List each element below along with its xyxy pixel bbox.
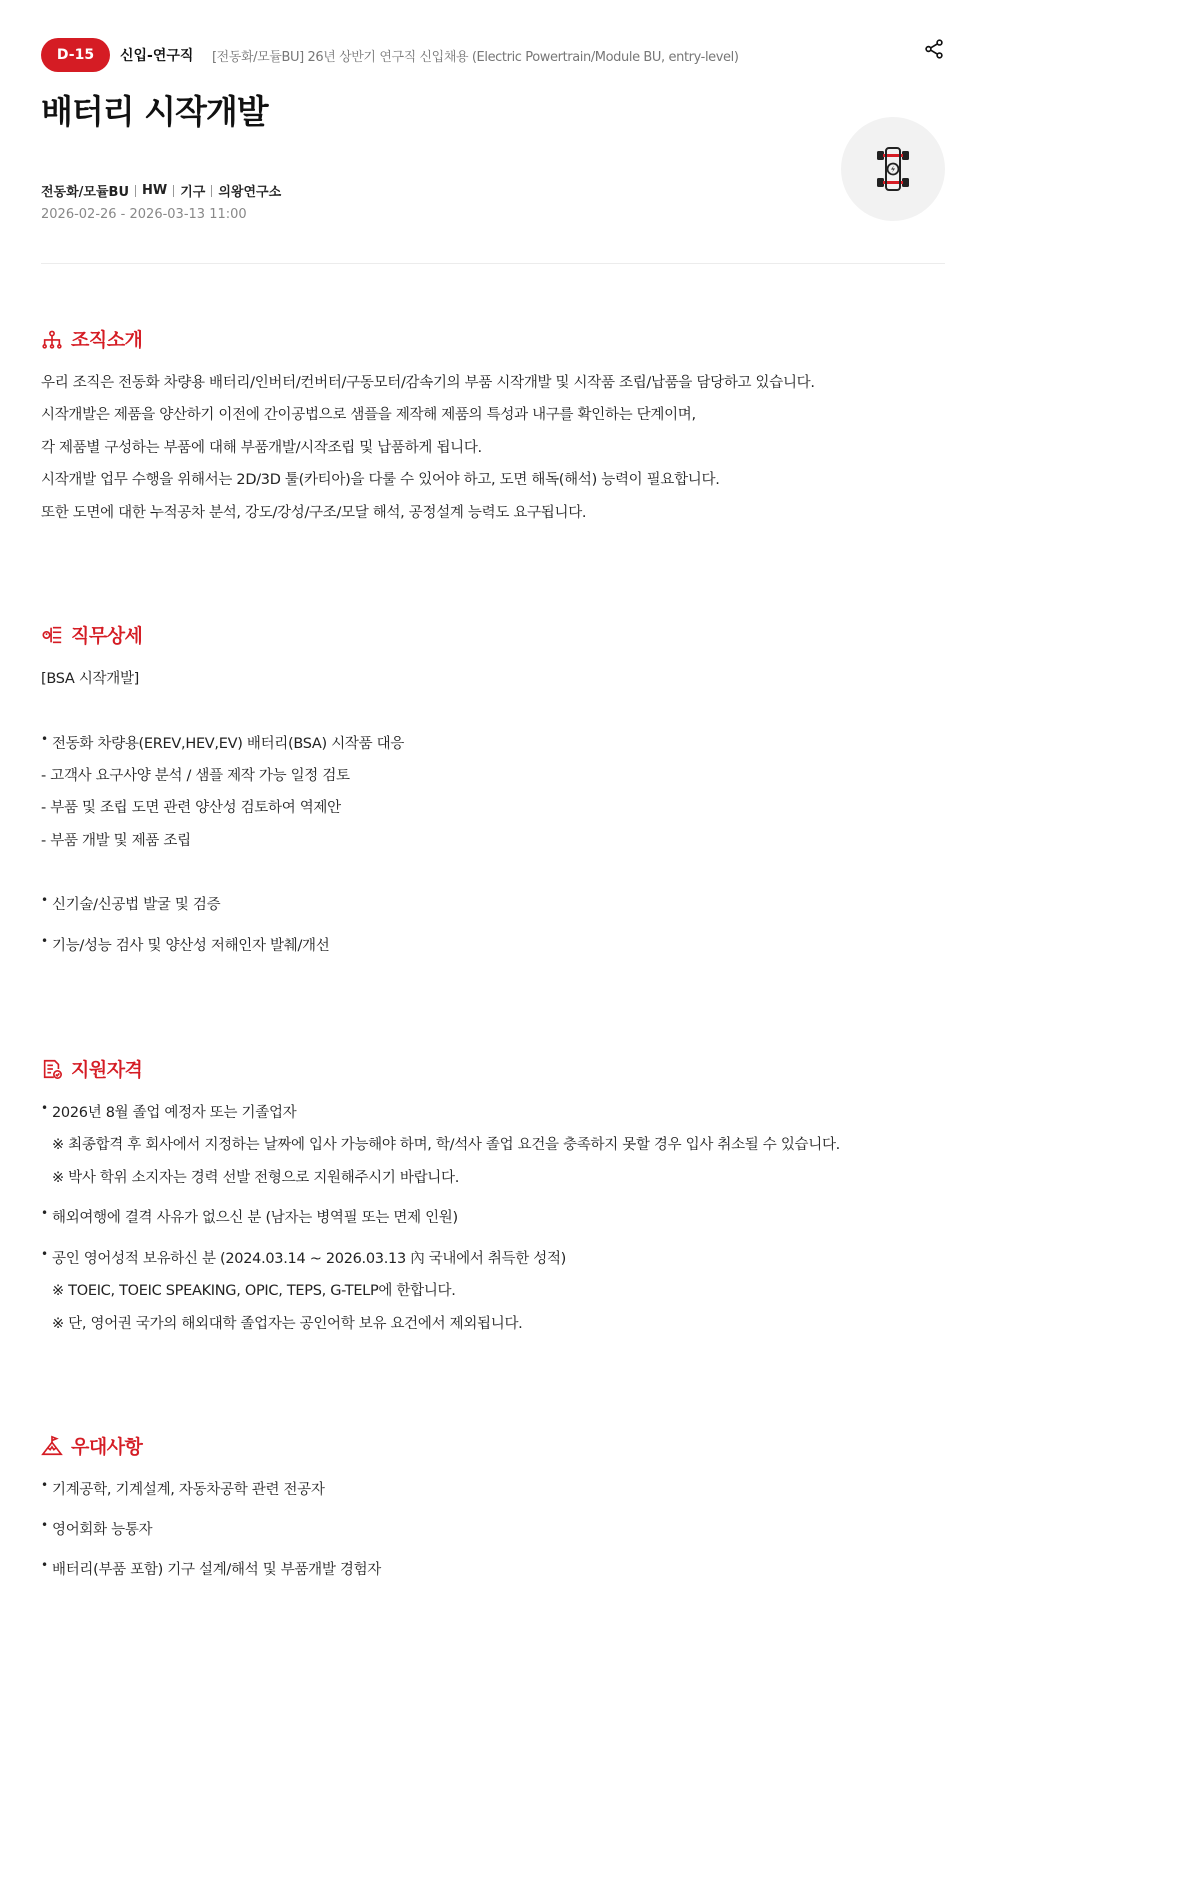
meta-subfield: 기구: [180, 185, 206, 200]
org-chart-icon: [41, 328, 63, 350]
section-title-text: 우대사항: [71, 1436, 143, 1458]
section-title-text: 조직소개: [71, 329, 143, 351]
document-check-icon: [41, 1058, 63, 1080]
header-divider: [41, 263, 945, 264]
qual-note: ※ 단, 영어권 국가의 해외대학 졸업자는 공인어학 보유 요건에서 제외됩니다.: [52, 1316, 523, 1332]
duty-subitem: - 부품 개발 및 제품 조립: [41, 833, 191, 849]
dday-badge: D-15: [41, 38, 110, 72]
section-org-title: [41, 325, 142, 352]
mountain-flag-icon: [41, 1435, 63, 1457]
job-meta: [41, 181, 281, 200]
meta-division: 전동화/모듈BU: [41, 185, 130, 200]
duty-subitem: - 고객사 요구사양 분석 / 샘플 제작 가능 일정 검토: [41, 768, 350, 784]
job-badge: [841, 117, 945, 221]
org-line: 각 제품별 구성하는 부품에 대해 부품개발/시작조립 및 납품하게 됩니다.: [41, 440, 482, 456]
application-period: 2026-02-26 - 2026-03-13 11:00: [41, 207, 247, 222]
meta-location: 의왕연구소: [218, 185, 282, 200]
section-qual-title: [41, 1055, 142, 1082]
org-line: 우리 조직은 전동화 차량용 배터리/인버터/컨버터/구동모터/감속기의 부품 시작개발 및 시작품 조립/납품을 담당하고 있습니다.: [41, 375, 815, 391]
meta-divider: [211, 185, 212, 197]
qual-item: • 공인 영어성적 보유하신 분 (2024.03.14 ~ 2026.03.13 內 국내에서 취득한 성적): [41, 1247, 566, 1268]
pref-item: • 영어회화 능통자: [41, 1518, 152, 1539]
task-list-icon: [41, 624, 63, 646]
car-chassis-battery-icon: [873, 145, 913, 193]
pref-item: • 기계공학, 기계설계, 자동차공학 관련 전공자: [41, 1478, 325, 1499]
qual-note: ※ TOEIC, TOEIC SPEAKING, OPIC, TEPS, G-TELP에 한합니다.: [52, 1283, 456, 1299]
duty-subitem: - 부품 및 조립 도면 관련 양산성 검토하여 역제안: [41, 800, 341, 816]
duty-item: • 기능/성능 검사 및 양산성 저해인자 발췌/개선: [41, 934, 329, 955]
org-line: 시작개발은 제품을 양산하기 이전에 간이공법으로 샘플을 제작해 제품의 특성과 내구를 확인하는 단계이며,: [41, 407, 696, 423]
section-duty-title: [41, 621, 142, 648]
qual-note: ※ 박사 학위 소지자는 경력 선발 전형으로 지원해주시기 바랍니다.: [52, 1170, 460, 1186]
pref-item: • 배터리(부품 포함) 기구 설계/해석 및 부품개발 경험자: [41, 1558, 381, 1579]
duty-item: • 전동화 차량용(EREV,HEV,EV) 배터리(BSA) 시작품 대응: [41, 732, 404, 753]
posting-title: [전동화/모듈BU] 26년 상반기 연구직 신입채용 (Electric Powertrain/Module BU, entry-level): [212, 50, 739, 65]
page-title: 배터리 시작개발: [41, 92, 268, 131]
qual-item: • 해외여행에 결격 사유가 없으신 분 (남자는 병역필 또는 면제 인원): [41, 1206, 458, 1227]
job-header: [41, 38, 945, 72]
section-pref-title: [41, 1432, 142, 1459]
meta-divider: [173, 185, 174, 197]
job-category: 신입-연구직: [120, 48, 194, 64]
qual-item: • 2026년 8월 졸업 예정자 또는 기졸업자: [41, 1101, 296, 1122]
duty-heading: [BSA 시작개발]: [41, 671, 140, 687]
duty-item: • 신기술/신공법 발굴 및 검증: [41, 893, 220, 914]
meta-divider: [135, 185, 136, 197]
org-line: 시작개발 업무 수행을 위해서는 2D/3D 툴(카티아)을 다룰 수 있어야 하고, 도면 해독(해석) 능력이 필요합니다.: [41, 472, 720, 488]
meta-field: HW: [142, 183, 168, 198]
section-title-text: 직무상세: [71, 625, 143, 647]
qual-note: ※ 최종합격 후 회사에서 지정하는 날짜에 입사 가능해야 하며, 학/석사 졸업 요건을 충족하지 못할 경우 입사 취소될 수 있습니다.: [52, 1137, 840, 1153]
share-icon[interactable]: [923, 38, 945, 60]
section-title-text: 지원자격: [71, 1059, 143, 1081]
org-line: 또한 도면에 대한 누적공차 분석, 강도/강성/구조/모달 해석, 공정설계 능력도 요구됩니다.: [41, 505, 587, 521]
